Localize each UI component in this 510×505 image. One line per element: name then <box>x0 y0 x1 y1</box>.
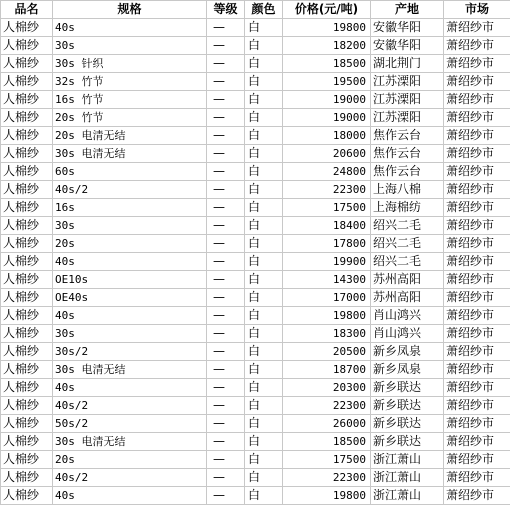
cell-price: 18400 <box>283 217 371 235</box>
cell-origin: 江苏溧阳 <box>371 109 444 127</box>
cell-price: 22300 <box>283 181 371 199</box>
cell-name: 人棉纱 <box>1 379 53 397</box>
cell-name: 人棉纱 <box>1 235 53 253</box>
cell-grade: — <box>207 73 245 91</box>
cell-name: 人棉纱 <box>1 73 53 91</box>
cell-origin: 绍兴二毛 <box>371 253 444 271</box>
cell-name: 人棉纱 <box>1 199 53 217</box>
cell-name: 人棉纱 <box>1 451 53 469</box>
header-color: 颜色 <box>245 1 283 19</box>
cell-spec: 20s <box>53 235 207 253</box>
cell-origin: 绍兴二毛 <box>371 235 444 253</box>
cell-market: 萧绍纱市 <box>444 325 510 343</box>
cell-color: 白 <box>245 451 283 469</box>
cell-spec: 40s/2 <box>53 397 207 415</box>
cell-market: 萧绍纱市 <box>444 361 510 379</box>
cell-spec: 32s 竹节 <box>53 73 207 91</box>
cell-color: 白 <box>245 289 283 307</box>
header-spec: 规格 <box>53 1 207 19</box>
cell-spec: 40s <box>53 487 207 505</box>
cell-price: 17500 <box>283 451 371 469</box>
cell-origin: 新乡联达 <box>371 415 444 433</box>
cell-price: 22300 <box>283 469 371 487</box>
cell-grade: — <box>207 145 245 163</box>
table-row <box>1 55 510 73</box>
cell-price: 18300 <box>283 325 371 343</box>
table-row <box>1 289 510 307</box>
cell-grade: — <box>207 325 245 343</box>
cell-price: 14300 <box>283 271 371 289</box>
cell-price: 22300 <box>283 397 371 415</box>
table-row <box>1 235 510 253</box>
cell-market: 萧绍纱市 <box>444 307 510 325</box>
cell-name: 人棉纱 <box>1 343 53 361</box>
cell-name: 人棉纱 <box>1 181 53 199</box>
header-origin: 产地 <box>371 1 444 19</box>
cell-spec: 20s <box>53 451 207 469</box>
cell-grade: — <box>207 163 245 181</box>
cell-name: 人棉纱 <box>1 145 53 163</box>
cell-name: 人棉纱 <box>1 415 53 433</box>
cell-origin: 新乡联达 <box>371 379 444 397</box>
header-price: 价格(元/吨) <box>283 1 371 19</box>
table-row <box>1 397 510 415</box>
cell-market: 萧绍纱市 <box>444 253 510 271</box>
table-row <box>1 37 510 55</box>
table-row <box>1 415 510 433</box>
cell-grade: — <box>207 307 245 325</box>
cell-price: 18500 <box>283 55 371 73</box>
cell-price: 18500 <box>283 433 371 451</box>
cell-spec: 40s/2 <box>53 469 207 487</box>
cell-color: 白 <box>245 199 283 217</box>
cell-price: 19800 <box>283 487 371 505</box>
cell-name: 人棉纱 <box>1 289 53 307</box>
cell-color: 白 <box>245 379 283 397</box>
cell-color: 白 <box>245 415 283 433</box>
cell-origin: 肖山鸿兴 <box>371 325 444 343</box>
table-row <box>1 19 510 37</box>
cell-color: 白 <box>245 397 283 415</box>
table-row <box>1 379 510 397</box>
table-row <box>1 307 510 325</box>
cell-name: 人棉纱 <box>1 91 53 109</box>
cell-color: 白 <box>245 55 283 73</box>
cell-origin: 浙江萧山 <box>371 487 444 505</box>
cell-name: 人棉纱 <box>1 271 53 289</box>
cell-price: 20600 <box>283 145 371 163</box>
cell-price: 19900 <box>283 253 371 271</box>
cell-color: 白 <box>245 253 283 271</box>
table-row <box>1 487 510 505</box>
cell-price: 19000 <box>283 109 371 127</box>
cell-market: 萧绍纱市 <box>444 487 510 505</box>
cell-spec: 30s <box>53 325 207 343</box>
cell-color: 白 <box>245 487 283 505</box>
cell-origin: 苏州高阳 <box>371 271 444 289</box>
cell-price: 18000 <box>283 127 371 145</box>
cell-grade: — <box>207 415 245 433</box>
cell-spec: 30s 针织 <box>53 55 207 73</box>
table-row <box>1 325 510 343</box>
cell-origin: 浙江萧山 <box>371 469 444 487</box>
cell-market: 萧绍纱市 <box>444 199 510 217</box>
cell-grade: — <box>207 361 245 379</box>
header-market: 市场 <box>444 1 510 19</box>
cell-market: 萧绍纱市 <box>444 289 510 307</box>
table-row <box>1 127 510 145</box>
cell-grade: — <box>207 181 245 199</box>
cell-market: 萧绍纱市 <box>444 415 510 433</box>
cell-color: 白 <box>245 433 283 451</box>
table-row <box>1 181 510 199</box>
cell-spec: 30s <box>53 37 207 55</box>
table-row <box>1 253 510 271</box>
table-row <box>1 217 510 235</box>
cell-grade: — <box>207 343 245 361</box>
cell-origin: 江苏溧阳 <box>371 73 444 91</box>
cell-price: 24800 <box>283 163 371 181</box>
table-row <box>1 451 510 469</box>
cell-spec: OE40s <box>53 289 207 307</box>
cell-spec: 16s 竹节 <box>53 91 207 109</box>
cell-color: 白 <box>245 181 283 199</box>
cell-name: 人棉纱 <box>1 37 53 55</box>
cell-color: 白 <box>245 19 283 37</box>
cell-origin: 焦作云台 <box>371 127 444 145</box>
cell-price: 20300 <box>283 379 371 397</box>
cell-name: 人棉纱 <box>1 253 53 271</box>
cell-name: 人棉纱 <box>1 217 53 235</box>
cell-name: 人棉纱 <box>1 163 53 181</box>
cell-price: 17000 <box>283 289 371 307</box>
cell-spec: 30s <box>53 217 207 235</box>
cell-origin: 新乡凤泉 <box>371 343 444 361</box>
cell-origin: 焦作云台 <box>371 145 444 163</box>
cell-price: 17800 <box>283 235 371 253</box>
cell-name: 人棉纱 <box>1 127 53 145</box>
cell-grade: — <box>207 469 245 487</box>
header-name: 品名 <box>1 1 53 19</box>
cell-market: 萧绍纱市 <box>444 217 510 235</box>
cell-color: 白 <box>245 127 283 145</box>
cell-spec: 30s 电清无结 <box>53 145 207 163</box>
cell-market: 萧绍纱市 <box>444 163 510 181</box>
cell-grade: — <box>207 451 245 469</box>
cell-name: 人棉纱 <box>1 19 53 37</box>
table-row <box>1 343 510 361</box>
cell-spec: 40s <box>53 379 207 397</box>
cell-market: 萧绍纱市 <box>444 19 510 37</box>
cell-price: 18200 <box>283 37 371 55</box>
cell-color: 白 <box>245 307 283 325</box>
table-body <box>1 19 510 505</box>
cell-spec: 40s/2 <box>53 181 207 199</box>
cell-name: 人棉纱 <box>1 361 53 379</box>
table-row <box>1 91 510 109</box>
cell-name: 人棉纱 <box>1 397 53 415</box>
cell-origin: 新乡凤泉 <box>371 361 444 379</box>
cell-origin: 焦作云台 <box>371 163 444 181</box>
cell-spec: 30s/2 <box>53 343 207 361</box>
cell-market: 萧绍纱市 <box>444 343 510 361</box>
cell-market: 萧绍纱市 <box>444 433 510 451</box>
cell-grade: — <box>207 289 245 307</box>
cell-price: 19800 <box>283 19 371 37</box>
cell-name: 人棉纱 <box>1 433 53 451</box>
cell-market: 萧绍纱市 <box>444 73 510 91</box>
table-row <box>1 271 510 289</box>
cell-market: 萧绍纱市 <box>444 109 510 127</box>
cell-grade: — <box>207 19 245 37</box>
table-row <box>1 361 510 379</box>
cell-grade: — <box>207 217 245 235</box>
cell-color: 白 <box>245 217 283 235</box>
cell-color: 白 <box>245 73 283 91</box>
cell-color: 白 <box>245 145 283 163</box>
cell-name: 人棉纱 <box>1 487 53 505</box>
cell-market: 萧绍纱市 <box>444 397 510 415</box>
cell-market: 萧绍纱市 <box>444 469 510 487</box>
cell-market: 萧绍纱市 <box>444 55 510 73</box>
cell-color: 白 <box>245 343 283 361</box>
cell-spec: 60s <box>53 163 207 181</box>
cell-market: 萧绍纱市 <box>444 235 510 253</box>
cell-market: 萧绍纱市 <box>444 451 510 469</box>
table-row <box>1 199 510 217</box>
cell-color: 白 <box>245 271 283 289</box>
cell-origin: 江苏溧阳 <box>371 91 444 109</box>
cell-color: 白 <box>245 469 283 487</box>
cell-grade: — <box>207 91 245 109</box>
cell-origin: 绍兴二毛 <box>371 217 444 235</box>
cell-market: 萧绍纱市 <box>444 271 510 289</box>
cell-price: 19000 <box>283 91 371 109</box>
cell-spec: 50s/2 <box>53 415 207 433</box>
cell-origin: 上海八棉 <box>371 181 444 199</box>
cell-color: 白 <box>245 37 283 55</box>
cell-color: 白 <box>245 325 283 343</box>
cell-grade: — <box>207 397 245 415</box>
table-row <box>1 433 510 451</box>
cell-grade: — <box>207 127 245 145</box>
cell-spec: 20s 电清无结 <box>53 127 207 145</box>
cell-spec: 40s <box>53 307 207 325</box>
cell-name: 人棉纱 <box>1 55 53 73</box>
cell-spec: 40s <box>53 19 207 37</box>
cell-color: 白 <box>245 361 283 379</box>
cell-name: 人棉纱 <box>1 325 53 343</box>
cell-color: 白 <box>245 163 283 181</box>
table-row <box>1 469 510 487</box>
cell-origin: 上海棉纺 <box>371 199 444 217</box>
cell-grade: — <box>207 37 245 55</box>
cell-spec: 16s <box>53 199 207 217</box>
table-row <box>1 73 510 91</box>
cell-origin: 安徽华阳 <box>371 37 444 55</box>
header-grade: 等级 <box>207 1 245 19</box>
table-row <box>1 109 510 127</box>
cell-price: 18700 <box>283 361 371 379</box>
cell-price: 19800 <box>283 307 371 325</box>
cell-grade: — <box>207 55 245 73</box>
cell-market: 萧绍纱市 <box>444 91 510 109</box>
cell-spec: 30s 电清无结 <box>53 433 207 451</box>
cell-origin: 安徽华阳 <box>371 19 444 37</box>
cell-grade: — <box>207 487 245 505</box>
cell-price: 19500 <box>283 73 371 91</box>
cell-color: 白 <box>245 109 283 127</box>
cell-price: 26000 <box>283 415 371 433</box>
cell-grade: — <box>207 253 245 271</box>
cell-spec: OE10s <box>53 271 207 289</box>
cell-market: 萧绍纱市 <box>444 127 510 145</box>
cell-market: 萧绍纱市 <box>444 379 510 397</box>
cell-market: 萧绍纱市 <box>444 181 510 199</box>
cell-origin: 苏州高阳 <box>371 289 444 307</box>
cell-color: 白 <box>245 235 283 253</box>
cell-spec: 30s 电清无结 <box>53 361 207 379</box>
cell-name: 人棉纱 <box>1 109 53 127</box>
cell-grade: — <box>207 271 245 289</box>
cell-spec: 20s 竹节 <box>53 109 207 127</box>
cell-grade: — <box>207 199 245 217</box>
cell-origin: 肖山鸿兴 <box>371 307 444 325</box>
cell-market: 萧绍纱市 <box>444 145 510 163</box>
cell-grade: — <box>207 433 245 451</box>
cell-origin: 浙江萧山 <box>371 451 444 469</box>
cell-grade: — <box>207 379 245 397</box>
cell-grade: — <box>207 109 245 127</box>
cell-market: 萧绍纱市 <box>444 37 510 55</box>
cell-grade: — <box>207 235 245 253</box>
cell-price: 20500 <box>283 343 371 361</box>
cell-spec: 40s <box>53 253 207 271</box>
cell-color: 白 <box>245 91 283 109</box>
header-row <box>1 1 510 19</box>
table-row <box>1 163 510 181</box>
cell-price: 17500 <box>283 199 371 217</box>
cell-origin: 新乡联达 <box>371 433 444 451</box>
table-row <box>1 145 510 163</box>
cell-origin: 新乡联达 <box>371 397 444 415</box>
cell-origin: 湖北荆门 <box>371 55 444 73</box>
cell-name: 人棉纱 <box>1 469 53 487</box>
cell-name: 人棉纱 <box>1 307 53 325</box>
